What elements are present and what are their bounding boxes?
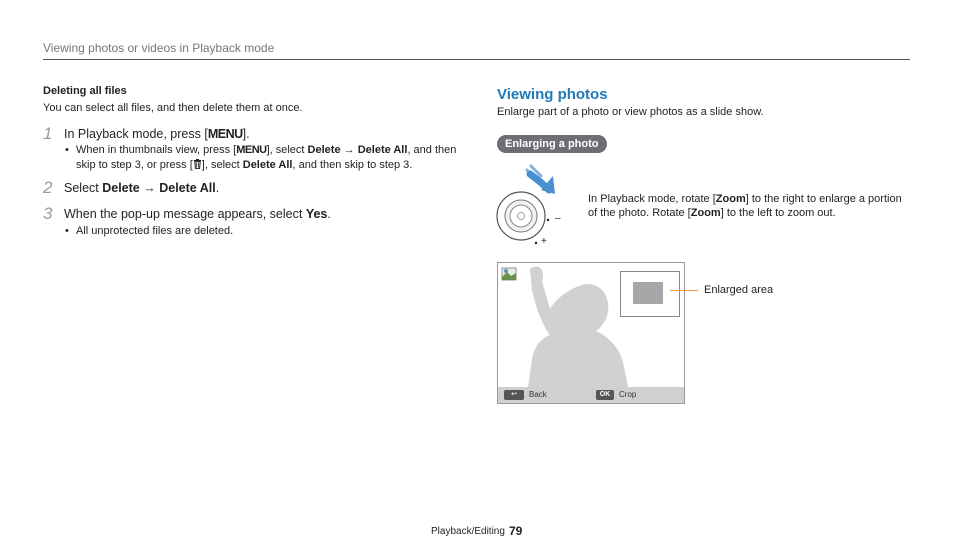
zoom-dial-icon	[493, 162, 563, 252]
enlarged-area-indicator	[633, 282, 663, 304]
footer-section-label: Playback/Editing	[431, 526, 505, 537]
left-description: You can select all files, and then delete them at once.	[43, 102, 303, 114]
enlarged-area-frame	[620, 271, 680, 317]
callout-label: Enlarged area	[704, 284, 774, 296]
page-number: 79	[509, 524, 523, 538]
step-1-number: 1	[43, 124, 53, 143]
step-2-text: Select Delete → Delete All.	[64, 181, 220, 195]
step-1-bullet-line-2: skip to step 3, or press [ ], select Delete All, and then skip to step 3.	[76, 159, 413, 171]
zoom-instructions: In Playback mode, rotate [Zoom] to the right to enlarge a portion of the photo. Rotate [Zoom] to the left to zoom out.	[588, 193, 902, 219]
menu-key-icon: MENU	[236, 144, 267, 156]
subsection-pill: Enlarging a photo	[497, 135, 607, 153]
callout-line	[670, 290, 698, 291]
back-label: Back	[529, 390, 547, 399]
camera-screen	[497, 262, 685, 404]
menu-key-icon: MENU	[207, 127, 243, 141]
bullet-dot: •	[65, 144, 69, 156]
section-description: Enlarge part of a photo or view photos as a slide show.	[497, 106, 764, 118]
ok-button[interactable]: OK	[596, 390, 614, 400]
step-3-number: 3	[43, 204, 53, 223]
step-2-number: 2	[43, 178, 53, 197]
step-1-bullet-line-1: When in thumbnails view, press [MENU], select Delete → Delete All, and then	[76, 144, 457, 156]
zoom-minus-label: –	[555, 213, 561, 224]
crop-label: Crop	[619, 390, 637, 399]
section-header: Viewing photos or videos in Playback mode	[43, 41, 275, 55]
lcd-bottom-bar	[498, 387, 684, 403]
trash-icon	[193, 159, 202, 171]
step-3-bullet: All unprotected files are deleted.	[76, 225, 234, 237]
section-title: Viewing photos	[497, 86, 608, 103]
step-1-text: In Playback mode, press [MENU].	[64, 127, 250, 141]
zoom-dial-illustration	[493, 162, 563, 252]
left-title: Deleting all files	[43, 85, 127, 97]
back-button[interactable]: ↩	[504, 390, 524, 400]
bullet-dot: •	[65, 225, 69, 237]
step-3-text: When the pop-up message appears, select Yes.	[64, 207, 331, 221]
header-rule	[43, 59, 910, 60]
zoom-plus-label: +	[541, 236, 547, 247]
